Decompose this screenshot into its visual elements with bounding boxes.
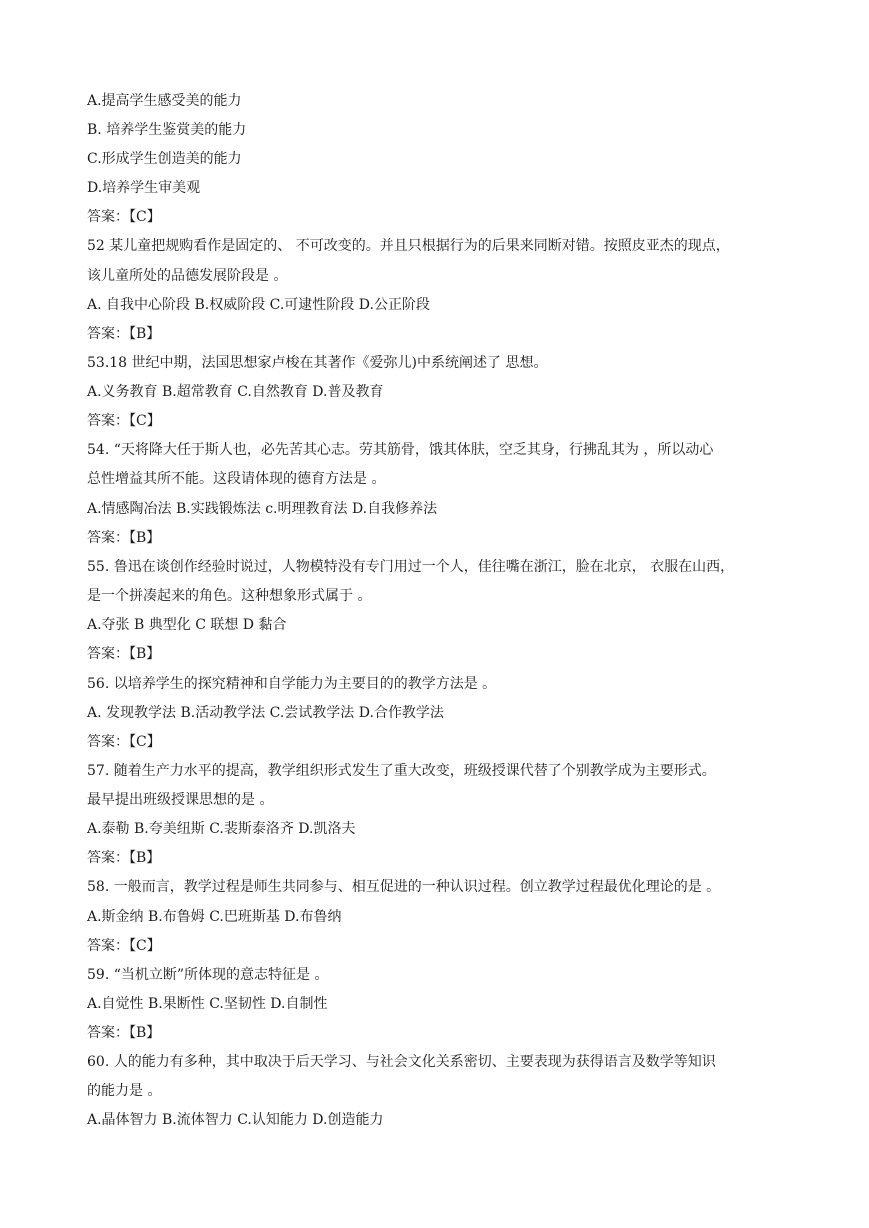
options-line: A.晶体智力 B.流体智力 C.认知能力 D.创造能力 (87, 1112, 384, 1128)
answer-line: 答案：【B】 (87, 530, 161, 546)
question-text: 55. 鲁迅在谈创作经验时说过，人物模特没有专门用过一个人，佳往嘴在浙江，脸在北京， 衣服在山西， (87, 559, 735, 575)
question-text: 54. “天将降大任于斯人也，必先苦其心志。劳其筋骨，饿其体肤，空乏其身，行拂乱其为 ，所以动心 (87, 442, 714, 458)
options-line: A.自觉性 B.果断性 C.坚韧性 D.自制性 (87, 996, 328, 1012)
options-line: A.义务教育 B.超常教育 C.自然教育 D.普及教育 (87, 384, 384, 400)
answer-line: 答案：【C】 (87, 938, 161, 954)
answer-line: 答案：【B】 (87, 326, 161, 342)
question-text: 57. 随着生产力水平的提高，教学组织形式发生了重大改变，班级授课代替了个别教学成为主要形式。 (87, 763, 716, 779)
options-line: A. 发现教学法 B.活动教学法 C.尝试教学法 D.合作教学法 (87, 705, 444, 721)
options-line: A.情感陶冶法 B.实践锻炼法 c.明理教育法 D.自我修养法 (87, 501, 438, 517)
question-text: 52 某儿童把规购看作是固定的、 不可改变的。并且只根据行为的后果来同断对错。按照皮亚杰的现点， (87, 238, 730, 254)
answer-line: 答案：【B】 (87, 646, 161, 662)
option-line: C.形成学生创造美的能力 (87, 151, 242, 167)
question-text: 58. 一般而言，教学过程是师生共同参与、相互促进的一种认识过程。创立教学过程最优化理论的是 。 (87, 879, 721, 895)
options-line: A.泰勒 B.夸美纽斯 C.裴斯泰洛齐 D.凯洛夫 (87, 821, 356, 837)
answer-line: 答案：【B】 (87, 1025, 161, 1041)
option-line: A.提高学生感受美的能力 (87, 93, 242, 109)
question-text: 59. “当机立断”所体现的意志特征是 。 (87, 967, 329, 983)
answer-line: 答案：【C】 (87, 734, 161, 750)
question-text: 总性增益其所不能。这段请体现的德育方法是 。 (87, 471, 386, 487)
question-text: 56. 以培养学生的探究精神和自学能力为主要目的的教学方法是 。 (87, 676, 497, 692)
options-line: A.夺张 B 典型化 C 联想 D 黏合 (87, 617, 287, 633)
question-text: 是一个拼凑起来的角色。这种想象形式属于 。 (87, 588, 372, 604)
question-text: 60. 人的能力有多种，其中取决于后天学习、与社会文化关系密切、主要表现为获得语言及数学等知识 (87, 1054, 716, 1070)
answer-line: 答案：【C】 (87, 209, 161, 225)
option-line: D.培养学生审美观 (87, 180, 201, 196)
answer-line: 答案：【B】 (87, 850, 161, 866)
option-line: B. 培养学生鉴赏美的能力 (87, 122, 247, 138)
answer-line: 答案：【C】 (87, 413, 161, 429)
question-text: 53.18 世纪中期，法国思想家卢梭在其著作《爱弥儿)中系统阐述了 思想。 (87, 355, 548, 371)
options-line: A.斯金纳 B.布鲁姆 C.巴班斯基 D.布鲁纳 (87, 909, 342, 925)
question-text: 的能力是 。 (87, 1083, 162, 1099)
question-text: 最早提出班级授课思想的是 。 (87, 792, 274, 808)
options-line: A. 自我中心阶段 B.权威阶段 C.可逮性阶段 D.公正阶段 (87, 297, 430, 313)
question-text: 该儿童所处的品德发展阶段是 。 (87, 268, 288, 284)
